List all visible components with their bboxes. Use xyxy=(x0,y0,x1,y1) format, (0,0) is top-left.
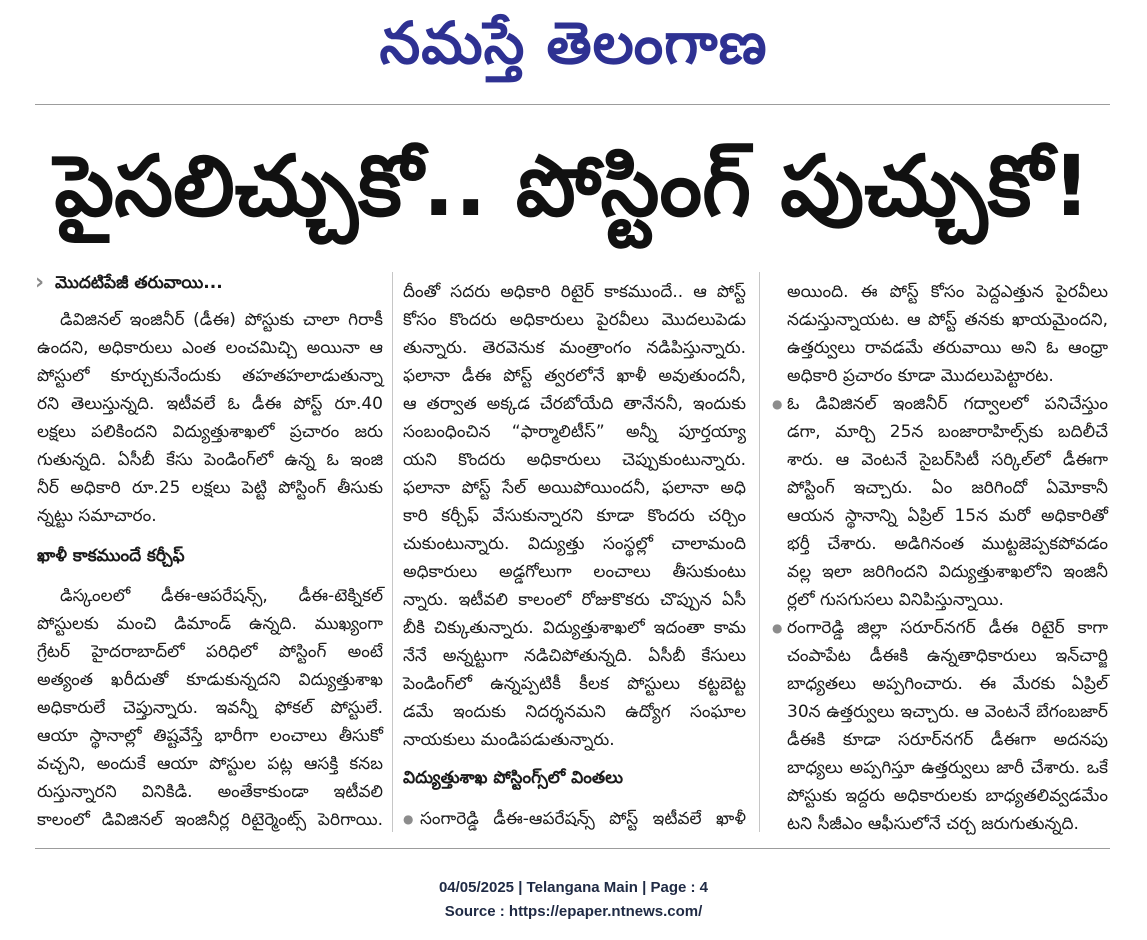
bullet-item xyxy=(772,614,1108,838)
bullet-icon: ● xyxy=(772,621,783,635)
text-line: డమే ఇందుకు నిదర్శనమని ఉద్యోగ సంఘాల xyxy=(403,702,746,722)
article-column-1 xyxy=(37,269,383,839)
continued-label: మొదటిపేజీ తరువాయి... xyxy=(55,273,223,293)
text-line: డీఈకి కూడా సరూర్‌నగర్ డీఈగా అదనపు xyxy=(787,730,1108,750)
bullet-item-continued xyxy=(772,278,1108,390)
article-paragraph xyxy=(403,278,746,754)
text-line: డిస్కంలలో డీఈ-ఆపరేషన్స్, డీఈ-టెక్నికల్ xyxy=(60,586,383,606)
text-line: ఫలానా పోస్ట్ సేల్ అయిపోయిందనీ, ఫలానా అధి xyxy=(403,478,746,498)
bullet-text xyxy=(787,390,1108,614)
text-line: అధికారులే చెప్తున్నారు. ఇవన్నీ ఫోకల్ పోస్టులే. xyxy=(37,698,383,718)
text-line: పోస్టులో కూర్చుకునేందుకు తహతహలాడుతున్నా xyxy=(37,366,383,386)
text-line: కారి కర్చీఫ్ వేసుకున్నారని కూడా కొందరు చర్చిం xyxy=(403,506,746,526)
article-column-2 xyxy=(403,278,746,838)
text-line: రంగారెడ్డి జిల్లా సరూర్‌నగర్ డీఈ రిటైర్ కాగా xyxy=(787,618,1108,638)
text-line: అత్యంత ఖరీదుతో కూడుకున్నదని విద్యుత్తుశాఖ xyxy=(37,670,383,690)
text-line: ఓ డివిజినల్ ఇంజినీర్ గద్వాలలో పనిచేస్తుం xyxy=(787,394,1108,414)
bottom-rule xyxy=(35,848,1110,849)
text-line: వచ్చని, అందుకే ఆయా పోస్టుల పట్ల ఆసక్తి కనబ xyxy=(37,754,383,774)
text-line: రుస్తున్నారని వినికిడి. అంతేకాకుండా ఇటీవలి xyxy=(37,782,383,802)
masthead-logo: నమస్తే తెలంగాణ xyxy=(379,9,768,77)
text-line: ఉత్తర్వులు రావడమే తరువాయి అని ఓ ఆంధ్రా xyxy=(787,338,1108,358)
footer-dateline: 04/05/2025 | Telangana Main | Page : 4 xyxy=(438,879,709,896)
text-line: చంపాపేట డీఈకి ఉన్నతాధికారులు ఇన్‌చార్జి xyxy=(787,646,1108,666)
text-line: న్నారు. ఇటీవలి కాలంలో రోజుకొకరు చొప్పున ఏసీ xyxy=(403,590,746,610)
article-column-3 xyxy=(772,278,1108,840)
text-line: నాయకులు మండిపడుతున్నారు. xyxy=(403,730,615,750)
text-line: టని సీజీఎం ఆఫీసులోనే చర్చ జరుగుతున్నది. xyxy=(787,814,1079,834)
text-line: సంబంధించిన “ఫార్మాలిటీస్” అన్నీ పూర్తయ్యా xyxy=(403,422,746,442)
text-line: కోసం కొందరు అధికారులు పైరవీలు మొదలుపెడు xyxy=(403,310,746,330)
text-line: నేనే అన్నట్టుగా నడిచిపోతున్నది. ఏసీబీ కేసులు xyxy=(403,646,746,666)
top-rule xyxy=(35,104,1110,105)
text-line: గ్రేటర్ హైదరాబాద్‌లో పరిధిలో పోస్టింగ్ అంటే xyxy=(37,642,383,662)
text-line: పోస్టులకు మంచి డిమాండ్ ఉన్నది. ముఖ్యంగా xyxy=(37,614,383,634)
continued-from-front-page xyxy=(37,269,383,297)
text-line: చుకుంటున్నారు. విద్యుత్తు సంస్థల్లో చాలామంది xyxy=(403,534,746,554)
text-line: యని కొందరు అధికారులు చెప్పుకుంటున్నారు. xyxy=(403,450,746,470)
column-divider xyxy=(392,272,393,832)
text-line: న్నట్టు సమాచారం. xyxy=(37,506,157,526)
text-line: అధికారి ప్రచారం కూడా మొదలుపెట్టారట. xyxy=(787,366,1054,386)
text-line: సంగారెడ్డి డీఈ-ఆపరేషన్స్ పోస్ట్ ఇటీవలే ఖాళీ xyxy=(420,809,746,829)
text-line: నడుస్తున్నాయట. ఆ పోస్ట్ తనకు ఖాయమైందని, xyxy=(787,310,1108,330)
text-line: వల్ల ఇలా జరిగిందని విద్యుత్తుశాఖలోని ఇంజినీ xyxy=(787,562,1108,582)
text-line: కాలంలో డివిజినల్ ఇంజినీర్ల రిటైర్మెంట్స్ పెరిగాయి. xyxy=(37,810,383,830)
text-line: ఆయా స్థానాల్లో తిష్టవేస్తే భారీగా లంచాలు తీసుకో xyxy=(37,726,383,746)
text-line: బాధ్యలు అప్పగిస్తూ ఉత్తర్వులు జారీ చేశారు. ఒకే xyxy=(787,758,1108,778)
text-line: ఉందని, అధికారులు ఎంత లంచమిచ్చి అయినా ఆ xyxy=(37,338,383,358)
text-line: భర్తీ చేశారు. అడిగినంత ముట్టజెప్పకపోవడం xyxy=(787,534,1108,554)
text-line: పెండింగ్‌లో ఉన్నప్పటికీ కీలక పోస్టులు కట్టబెట్ట xyxy=(403,674,746,694)
bullet-icon: ● xyxy=(403,812,414,826)
bullet-text xyxy=(787,614,1108,838)
bullet-item xyxy=(772,390,1108,614)
text-line: డివిజినల్ ఇంజినీర్ (డీఈ) పోస్టుకు చాలా గిరాకీ xyxy=(60,310,383,330)
bullet-icon: ● xyxy=(772,397,783,411)
article-paragraph xyxy=(37,306,383,530)
text-line: రని తెలుస్తున్నది. ఇటీవలే ఓ డీఈ పోస్ట్ రూ.40 xyxy=(37,394,383,414)
text-line: శారు. ఆ వెంటనే సైబర్‌సిటీ సర్కిల్‌లో డీఈగా xyxy=(787,450,1108,470)
text-line: 30న ఉత్తర్వులు ఇచ్చారు. ఆ వెంటనే బేగంబజార్ xyxy=(787,702,1108,722)
footer-source: Source : https://epaper.ntnews.com/ xyxy=(444,903,703,920)
text-line: అయింది. ఈ పోస్ట్ కోసం పెద్దఎత్తున పైరవీలు xyxy=(787,282,1108,302)
text-line: గుతున్నది. ఏసీబీ కేసు పెండింగ్‌లో ఉన్న ఓ ఇంజి xyxy=(37,450,383,470)
subheading: విద్యుత్తుశాఖ పోస్టింగ్స్‌లో వింతలు xyxy=(403,768,624,788)
text-line: ర్లలో గుసగుసలు వినిపిస్తున్నాయి. xyxy=(787,590,1004,610)
text-line: తున్నారు. తెరవెనుక మంత్రాంగం నడిపిస్తున్నారు. xyxy=(403,338,746,358)
text-line: నీర్ అధికారి రూ.25 లక్షలు పెట్టి పోస్టింగ్ తీసుకు xyxy=(37,478,383,498)
text-line: ఆ తర్వాత అక్కడ చేరబోయేది తానేననీ, ఇందుకు xyxy=(403,394,746,414)
article-paragraph xyxy=(37,582,383,834)
bullet-text xyxy=(420,805,746,833)
text-line: దీంతో సదరు అధికారి రిటైర్ కాకముందే.. ఆ పోస్ట్ xyxy=(403,282,746,302)
text-line: లక్షలు పలికిందని విద్యుత్తుశాఖలో ప్రచారం జరు xyxy=(37,422,383,442)
text-line: పోస్టుకు ఇద్దరు అధికారులకు బాధ్యతలివ్వడమేం xyxy=(787,786,1108,806)
text-line: ఫలానా డీఈ పోస్ట్ త్వరలోనే ఖాళీ అవుతుందనీ, xyxy=(403,366,746,386)
bullet-text xyxy=(787,278,1108,390)
text-line: డగా, మార్చి 25న బంజారాహిల్స్‌కు బదిలీచే xyxy=(787,422,1108,442)
text-line: అధికారులు అడ్డగోలుగా లంచాలు తీసుకుంటు xyxy=(403,562,746,582)
text-line: బాధ్యతలు అప్పగించారు. ఈ మేరకు ఏప్రిల్ xyxy=(787,674,1108,694)
text-line: ఆయన స్థానాన్ని ఏప్రిల్ 15న మరో అధికారితో xyxy=(787,506,1108,526)
chevron-right-icon: › xyxy=(35,270,45,295)
text-line: బీకి చిక్కుతున్నారు. విద్యుత్తుశాఖలో ఇదంతా కామ xyxy=(403,618,746,638)
headline: పైసలిచ్చుకో.. పోస్టింగ్ పుచ్చుకో! xyxy=(54,137,1091,235)
subheading: ఖాళీ కాకముందే కర్చీఫ్ xyxy=(37,546,185,566)
bullet-item xyxy=(403,805,746,833)
column-divider xyxy=(759,272,760,832)
text-line: పోస్టింగ్ ఇచ్చారు. ఏం జరిగిందో ఏమోకానీ xyxy=(787,478,1108,498)
